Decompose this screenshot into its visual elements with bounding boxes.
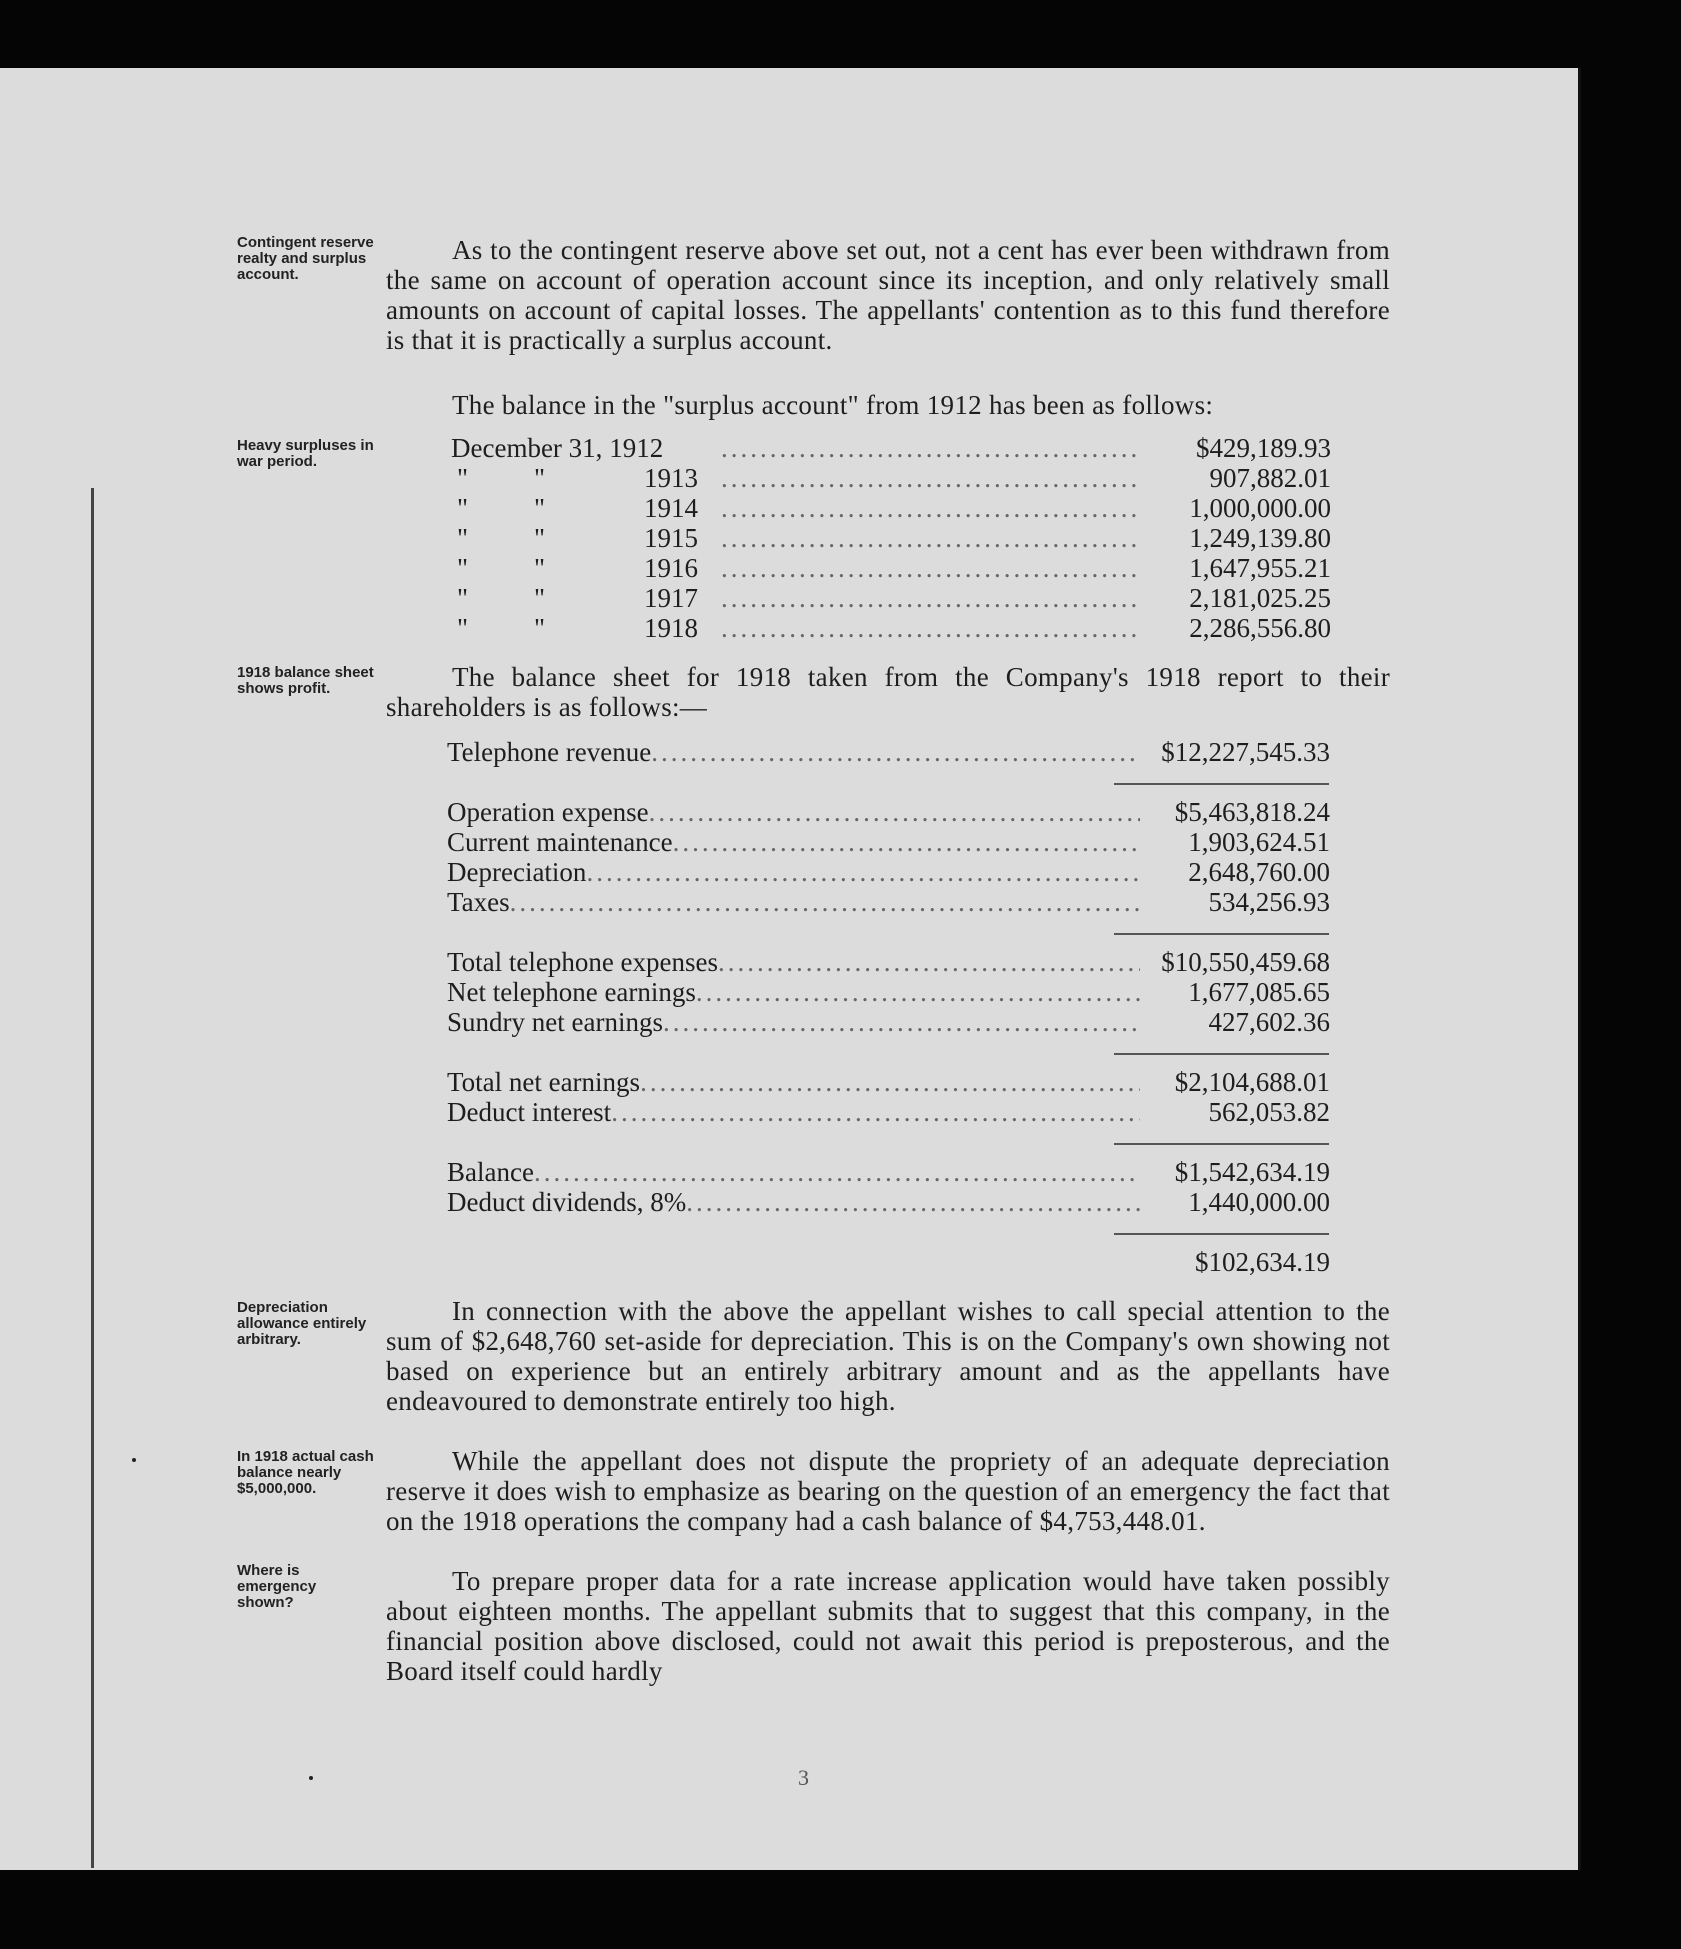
paragraph-rate-increase (386, 1566, 1390, 1686)
balance-sheet-amount: 1,677,085.65 (1188, 977, 1330, 1007)
page-speck (309, 1776, 313, 1780)
leader-dots (611, 1097, 1140, 1127)
balance-sheet-label: Current maintenance (447, 827, 673, 857)
balance-sheet-amount: $1,542,634.19 (1174, 1157, 1330, 1187)
ditto-mark: " (534, 553, 546, 583)
leader-dots (686, 1187, 1140, 1217)
balance-sheet-label: Balance (447, 1157, 534, 1187)
balance-sheet-label: Net telephone earnings (447, 977, 696, 1007)
balance-sheet-row (447, 1067, 1330, 1097)
balance-sheet-row (447, 947, 1330, 977)
paragraph-text: The balance sheet for 1918 taken from the Company's 1918 report to their shareholders is as follows:— (386, 662, 1390, 722)
leader-dots (640, 1067, 1140, 1097)
balance-sheet-label: Sundry net earnings (447, 1007, 663, 1037)
balance-sheet-label: Telephone revenue (447, 737, 652, 767)
paragraph-cash-balance (386, 1446, 1390, 1536)
paragraph-balance-sheet-intro (386, 662, 1390, 722)
balance-sheet-amount: $5,463,818.24 (1174, 797, 1330, 827)
balance-sheet-amount: $12,227,545.33 (1161, 737, 1330, 767)
balance-sheet-amount: $10,550,459.68 (1161, 947, 1330, 977)
leader-dots (721, 523, 1141, 553)
margin-note-heavy-surpluses: Heavy surpluses in war period. (237, 437, 374, 470)
leader-dots (721, 463, 1141, 493)
surplus-amount: 2,181,025.25 (1189, 583, 1331, 613)
leader-dots (649, 797, 1140, 827)
sum-rule (1114, 783, 1329, 785)
balance-sheet-label: Operation expense (447, 797, 649, 827)
balance-sheet-row (447, 977, 1330, 1007)
surplus-row (451, 583, 1331, 613)
leader-dots (721, 583, 1141, 613)
page-edge-line (91, 488, 94, 1868)
leader-dots (721, 433, 1141, 463)
surplus-amount: 1,000,000.00 (1189, 493, 1331, 523)
leader-dots (721, 493, 1141, 523)
margin-note-contingent-reserve: Contingent reserve realty and surplus account. (237, 234, 374, 283)
surplus-year: 1916 (644, 553, 698, 583)
ditto-mark: " (534, 493, 546, 523)
sum-rule (1114, 1143, 1329, 1145)
surplus-amount: 2,286,556.80 (1189, 613, 1331, 643)
paragraph-text: To prepare proper data for a rate increase application would have taken possibly about eighteen months. The appellant submits that to suggest that this company, in the financial position above disclosed, could not await this period is preposterous, and the Board itself could hardly (386, 1566, 1390, 1686)
leader-dots (721, 553, 1141, 583)
surplus-amount: 1,249,139.80 (1189, 523, 1331, 553)
balance-sheet-amount: 427,602.36 (1208, 1007, 1330, 1037)
ditto-mark: " (534, 523, 546, 553)
margin-note-cash-balance: In 1918 actual cash balance nearly $5,000,000. (237, 1448, 374, 1497)
surplus-row (451, 493, 1331, 523)
balance-sheet-label: Deduct interest (447, 1097, 612, 1127)
balance-sheet-amount: 2,648,760.00 (1188, 857, 1330, 887)
balance-sheet-row (447, 887, 1330, 917)
surplus-year: 1915 (644, 523, 698, 553)
leader-dots (696, 977, 1140, 1007)
leader-dots (663, 1007, 1140, 1037)
sum-rule (1114, 933, 1329, 935)
balance-sheet-row (447, 857, 1330, 887)
surplus-row (451, 463, 1331, 493)
leader-dots (534, 1157, 1140, 1187)
ditto-mark: " (534, 613, 546, 643)
paragraph-depreciation (386, 1296, 1390, 1416)
surplus-year: 1913 (644, 463, 698, 493)
balance-sheet-amount: $102,634.19 (1195, 1247, 1330, 1277)
balance-sheet-amount: 534,256.93 (1208, 887, 1330, 917)
page-speck (132, 1458, 136, 1462)
balance-sheet-row (447, 1007, 1330, 1037)
paragraph-surplus-intro (386, 390, 1390, 420)
page-speck (1415, 152, 1419, 156)
surplus-date-label: December 31, (451, 433, 603, 463)
leader-dots (586, 857, 1140, 887)
surplus-year: 1914 (644, 493, 698, 523)
surplus-amount: 1,647,955.21 (1189, 553, 1331, 583)
balance-sheet-label: Depreciation (447, 857, 587, 887)
paragraph-text: While the appellant does not dispute the propriety of an adequate depreciation reserve it does wish to emphasize as bearing on the question of an emergency the fact that on the 1918 operations the company had a cash balance of $4,753,448.01. (386, 1446, 1390, 1536)
ditto-mark: " (457, 583, 469, 613)
surplus-year: 1917 (644, 583, 698, 613)
page-number: 3 (798, 1765, 809, 1790)
balance-sheet-row (447, 797, 1330, 827)
balance-sheet-label: Deduct dividends, 8% (447, 1187, 687, 1217)
balance-sheet-amount: 1,440,000.00 (1188, 1187, 1330, 1217)
balance-sheet-amount: 562,053.82 (1208, 1097, 1330, 1127)
leader-dots (721, 613, 1141, 643)
ditto-mark: " (457, 463, 469, 493)
surplus-amount: $429,189.93 (1196, 433, 1331, 463)
ditto-mark: " (457, 553, 469, 583)
balance-sheet-row (447, 1157, 1330, 1187)
sum-rule (1114, 1053, 1329, 1055)
surplus-row (451, 433, 1331, 463)
balance-sheet-row (447, 1187, 1330, 1217)
balance-sheet-label: Taxes (447, 887, 510, 917)
paragraph-text: The balance in the "surplus account" from 1912 has been as follows: (452, 390, 1214, 420)
surplus-row (451, 523, 1331, 553)
surplus-row (451, 553, 1331, 583)
ditto-mark: " (457, 523, 469, 553)
balance-sheet-row (447, 827, 1330, 857)
paragraph-contingent-reserve (386, 235, 1390, 355)
surplus-year: 1912 (609, 433, 664, 463)
balance-sheet-row (447, 737, 1330, 767)
leader-dots (510, 887, 1140, 917)
ditto-mark: " (534, 583, 546, 613)
sum-rule (1114, 1233, 1329, 1235)
surplus-row (451, 613, 1331, 643)
paragraph-text: As to the contingent reserve above set out, not a cent has ever been withdrawn from the same on account of operation account since its inception, and only relatively small amounts on account of capital losses. The appellants' contention as to this fund therefore is that it is practically a surplus account. (386, 235, 1390, 355)
leader-dots (718, 947, 1140, 977)
balance-sheet-label: Total telephone expenses (447, 947, 719, 977)
balance-sheet-row (447, 1097, 1330, 1127)
document-page (0, 68, 1581, 1870)
margin-note-emergency-question: Where is emergency shown? (237, 1562, 317, 1611)
ditto-mark: " (457, 613, 469, 643)
margin-note-depreciation-arbitrary: Depreciation allowance entirely arbitrary. (237, 1299, 367, 1348)
ditto-mark: " (534, 463, 546, 493)
paragraph-text: In connection with the above the appellant wishes to call special attention to the sum of $2,648,760 set-aside for depreciation. This is on the Company's own showing not based on experience but an entirely arbitrary amount and as the appellants have endeavoured to demonstrate entirely too high. (386, 1296, 1390, 1416)
surplus-year: 1918 (644, 613, 698, 643)
margin-note-balance-sheet-profit: 1918 balance sheet shows profit. (237, 664, 374, 697)
balance-sheet-row-final (447, 1247, 1330, 1277)
balance-sheet-amount: 1,903,624.51 (1188, 827, 1330, 857)
balance-sheet-label: Total net earnings (447, 1067, 641, 1097)
surplus-amount: 907,882.01 (1209, 463, 1331, 493)
leader-dots (673, 827, 1140, 857)
balance-sheet-amount: $2,104,688.01 (1174, 1067, 1330, 1097)
leader-dots (651, 737, 1140, 767)
ditto-mark: " (457, 493, 469, 523)
